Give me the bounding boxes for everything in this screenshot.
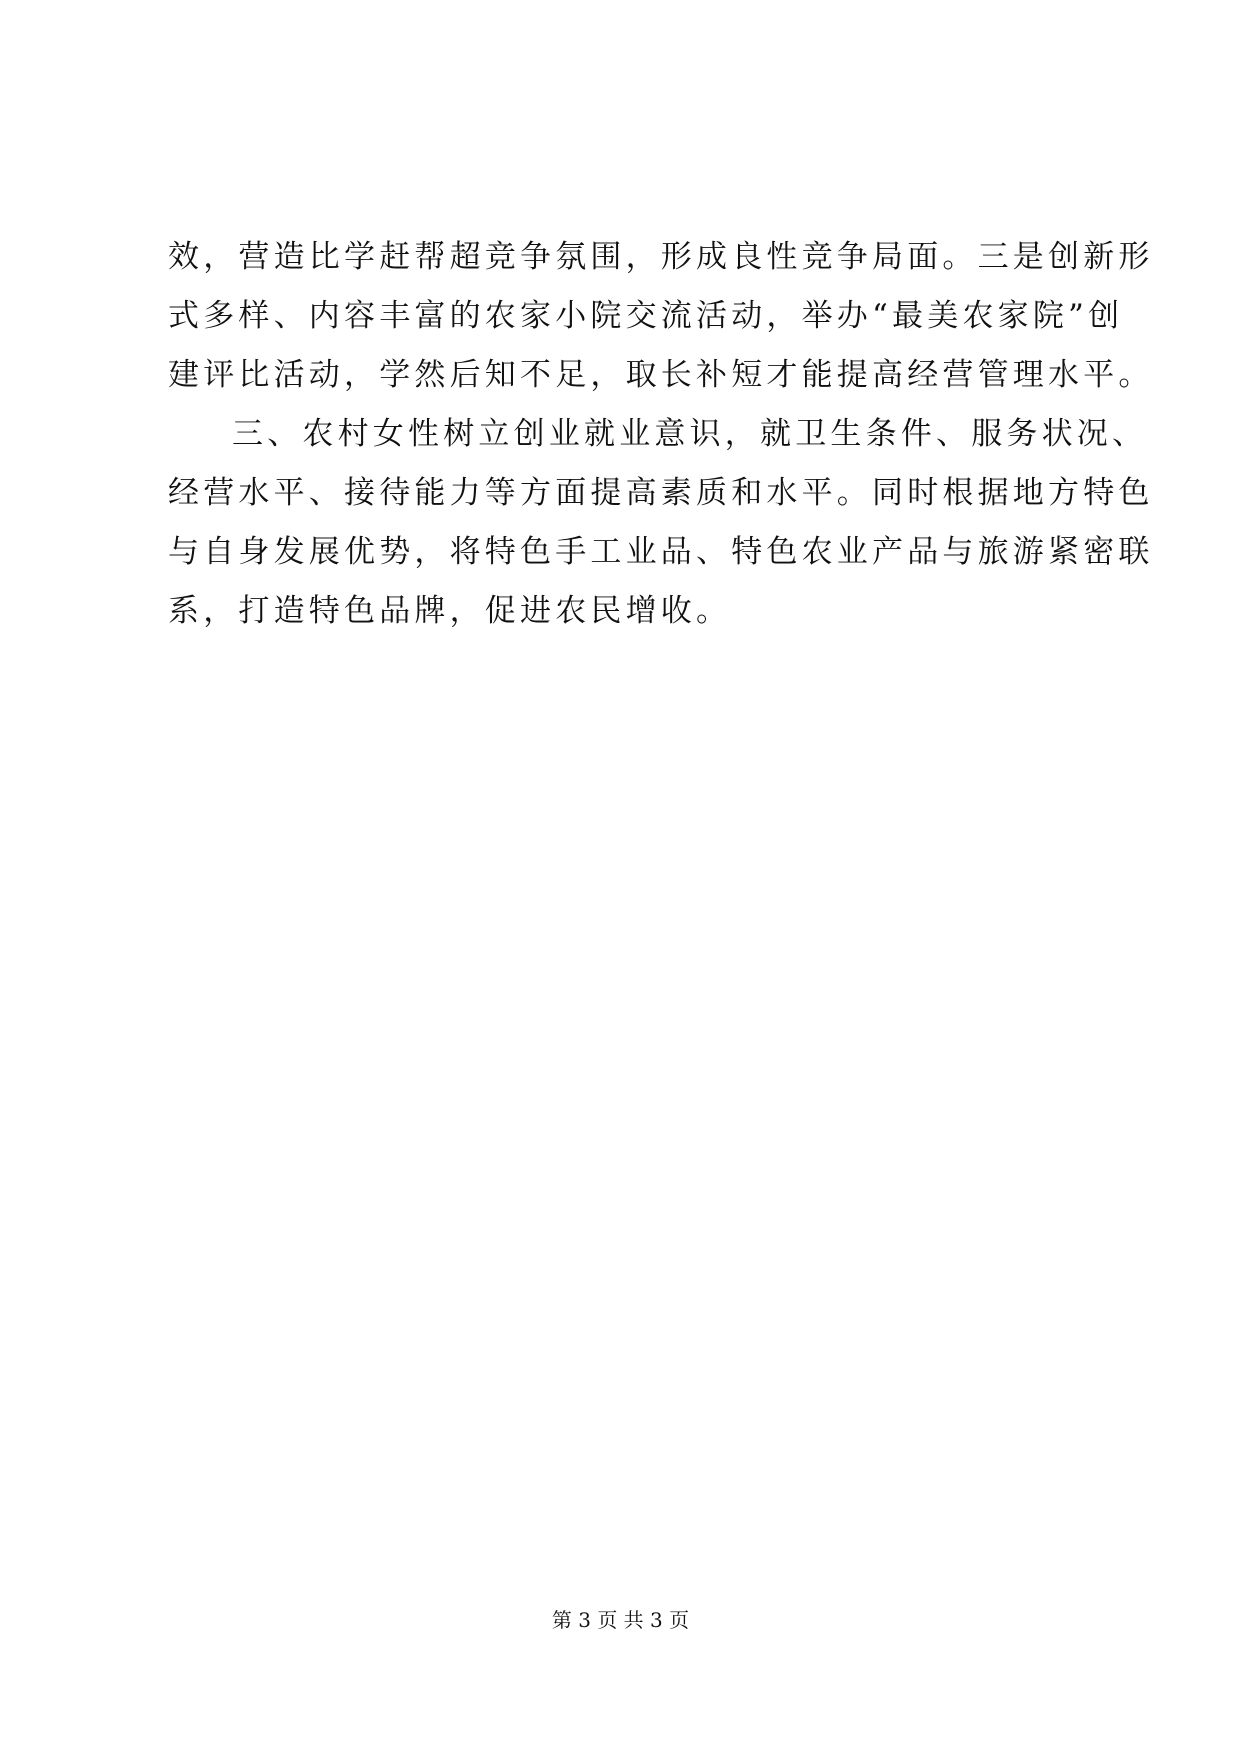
- paragraph-line-1: 效，营造比学赶帮超竞争氛围，形成良性竞争局面。三是创新形: [168, 239, 1154, 275]
- paragraph-line-2: 式多样、内容丰富的农家小院交流活动，举办“最美农家院”创: [168, 298, 1124, 334]
- paragraph-line-6: 与自身发展优势，将特色手工业品、特色农业产品与旅游紧密联: [168, 534, 1154, 570]
- paragraph-line-4: 三、农村女性树立创业就业意识，就卫生条件、服务状况、: [232, 416, 1148, 452]
- page-number-footer: 第 3 页 共 3 页: [551, 1608, 690, 1632]
- paragraph-line-5: 经营水平、接待能力等方面提高素质和水平。同时根据地方特色: [168, 475, 1154, 511]
- paragraph-line-3: 建评比活动，学然后知不足，取长补短才能提高经营管理水平。: [168, 357, 1154, 393]
- document-body: [168, 228, 1154, 641]
- paragraph-line-7: 系，打造特色品牌，促进农民增收。: [168, 593, 732, 629]
